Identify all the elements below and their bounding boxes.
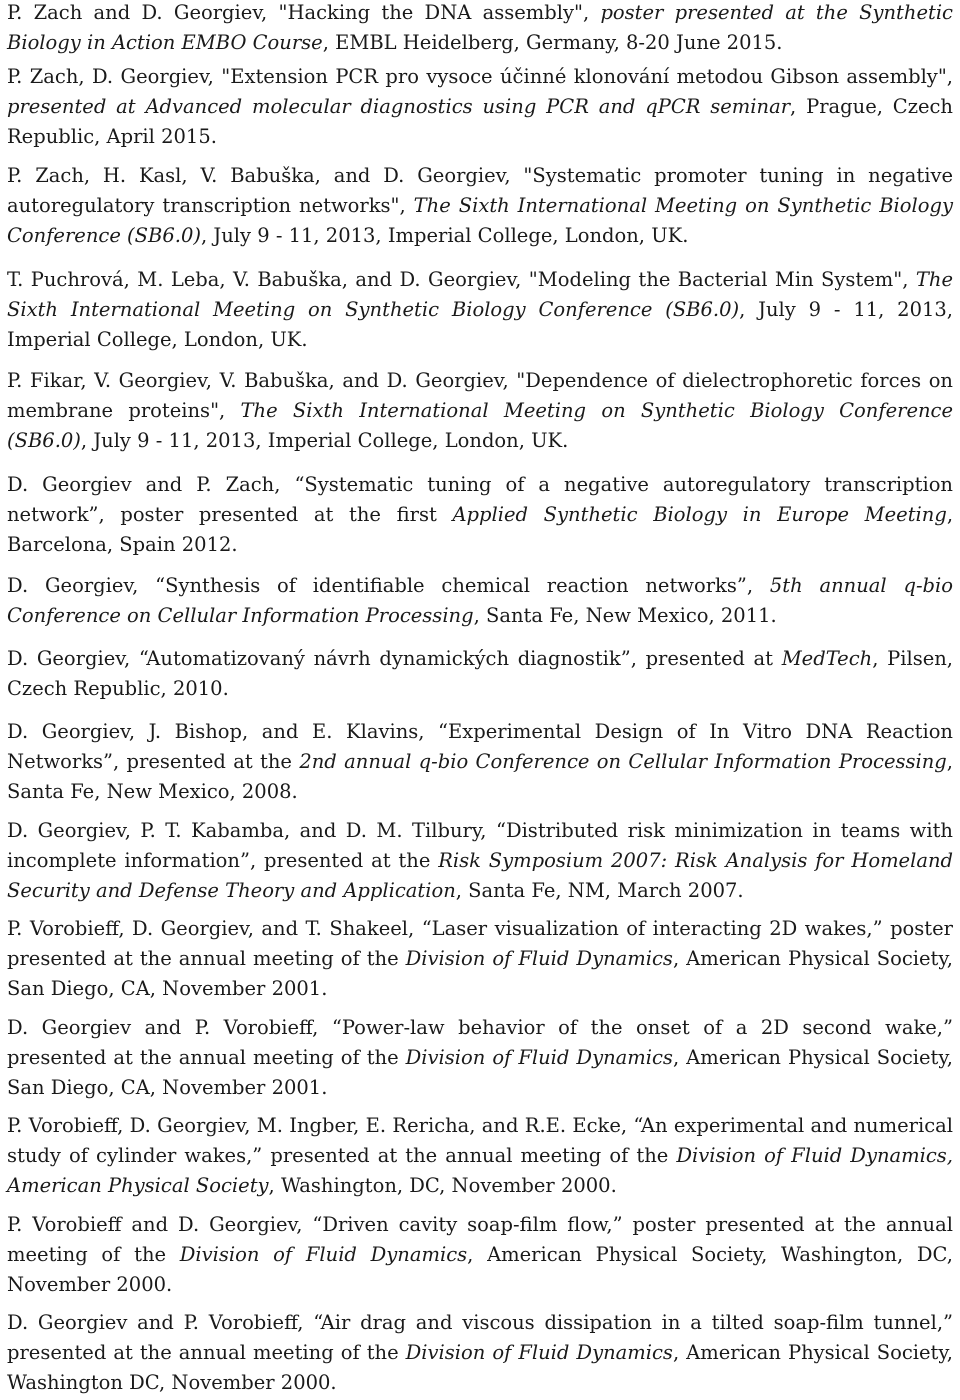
reference-authors: D. Georgiev and P. Vorobieff, [7, 1016, 332, 1039]
reference-authors: P. Vorobieff, D. Georgiev, M. Ingber, E. Rericha, and R.E. Ecke, [7, 1114, 634, 1137]
reference-venue: Risk Symposium 2007: Risk Analysis for Homeland Security and Defense Theory and Application [7, 849, 954, 902]
reference-title: “Automatizovaný návrh dynamických diagnostik”, presented at [138, 647, 782, 670]
reference-entry [7, 1308, 953, 1398]
reference-details: , American Physical Society, San Diego, CA, November 2001. [7, 947, 953, 1000]
reference-authors: P. Zach, D. Georgiev, [7, 65, 222, 88]
reference-title: “Air drag and viscous dissipation in a tilted soap-film tunnel,” presented at the annual meeting of the [7, 1311, 953, 1364]
reference-authors: D. Georgiev and P. Zach, [7, 473, 295, 496]
reference-venue: Division of Fluid Dynamics [405, 1341, 673, 1364]
reference-entry [7, 717, 953, 807]
reference-authors: P. Zach and D. Georgiev, [7, 1, 279, 24]
reference-entry [7, 1210, 953, 1300]
reference-entry [7, 366, 953, 456]
reference-entry [7, 62, 953, 152]
reference-details: , July 9 - 11, 2013, Imperial College, London, UK. [80, 429, 569, 452]
reference-venue: MedTech [781, 647, 873, 670]
reference-title: "Dependence of dielectrophoretic forces on membrane proteins", [7, 369, 953, 422]
reference-details: , Prague, Czech Republic, April 2015. [7, 95, 953, 148]
reference-title: “Systematic tuning of a negative autoregulatory transcription network”, poster presented at the first [7, 473, 953, 526]
reference-authors: D. Georgiev, J. Bishop, and E. Klavins, [7, 720, 439, 743]
reference-authors: P. Vorobieff, D. Georgiev, and T. Shakeel, [7, 917, 422, 940]
reference-entry [7, 1013, 953, 1103]
reference-venue: Division of Fluid Dynamics [179, 1243, 468, 1266]
reference-title: "Hacking the DNA assembly", [278, 1, 601, 24]
reference-authors: P. Zach, H. Kasl, V. Babuška, and D. Georgiev, [7, 164, 524, 187]
reference-venue: 2nd annual q-bio Conference on Cellular Information Processing [299, 750, 947, 773]
reference-venue: Division of Fluid Dynamics, American Physical Society [7, 1144, 953, 1197]
reference-entry [7, 470, 953, 560]
reference-venue: The Sixth International Meeting on Synthetic Biology Conference (SB6.0) [7, 399, 953, 452]
reference-authors: D. Georgiev, [7, 574, 156, 597]
reference-details: , Santa Fe, New Mexico, 2011. [473, 604, 777, 627]
reference-authors: P. Fikar, V. Georgiev, V. Babuška, and D. Georgiev, [7, 369, 517, 392]
reference-details: , Washington, DC, November 2000. [268, 1174, 617, 1197]
reference-title: “An experimental and numerical study of cylinder wakes,” presented at the annual meeting of the [7, 1114, 953, 1167]
reference-details: , EMBL Heidelberg, Germany, 8-20 June 2015. [322, 31, 783, 54]
reference-title: “Power-law behavior of the onset of a 2D second wake,” presented at the annual meeting of the [7, 1016, 953, 1069]
reference-details: , Pilsen, Czech Republic, 2010. [7, 647, 953, 700]
reference-authors: D. Georgiev and P. Vorobieff, [7, 1311, 314, 1334]
reference-details: , American Physical Society, San Diego, CA, November 2001. [7, 1046, 953, 1099]
reference-details: , Santa Fe, NM, March 2007. [455, 879, 744, 902]
reference-details: , July 9 - 11, 2013, Imperial College, London, UK. [7, 298, 954, 351]
reference-entry [7, 0, 953, 58]
reference-details: , July 9 - 11, 2013, Imperial College, London, UK. [200, 224, 689, 247]
reference-title: "Extension PCR pro vysoce účinné klonování metodou Gibson assembly", [221, 65, 953, 88]
reference-details: , American Physical Society, Washington, DC, November 2000. [7, 1243, 953, 1296]
reference-authors: T. Puchrová, M. Leba, V. Babuška, and D. Georgiev, [7, 268, 529, 291]
reference-title: “Driven cavity soap-film flow,” poster presented at the annual meeting of the [7, 1213, 953, 1266]
reference-venue: Division of Fluid Dynamics [405, 1046, 673, 1069]
reference-title: “Distributed risk minimization in teams with incomplete information”, presented at the [7, 819, 953, 872]
reference-venue: Applied Synthetic Biology in Europe Meeting [452, 503, 947, 526]
reference-entry [7, 161, 953, 251]
reference-title: “Laser visualization of interacting 2D wakes,” poster presented at the annual meeting of the [7, 917, 953, 970]
reference-authors: D. Georgiev, P. T. Kabamba, and D. M. Tilbury, [7, 819, 496, 842]
reference-details: , Barcelona, Spain 2012. [7, 503, 954, 556]
reference-entry [7, 644, 953, 704]
reference-details: , Santa Fe, New Mexico, 2008. [7, 750, 953, 803]
reference-venue: Division of Fluid Dynamics [405, 947, 673, 970]
reference-title: "Modeling the Bacterial Min System", [528, 268, 916, 291]
reference-venue: The Sixth International Meeting on Synthetic Biology Conference (SB6.0) [7, 194, 953, 247]
reference-title: “Synthesis of identifiable chemical reaction networks”, [155, 574, 770, 597]
reference-entry [7, 265, 953, 355]
reference-entry [7, 914, 953, 1004]
reference-title: “Experimental Design of In Vitro DNA Reaction Networks”, presented at the [7, 720, 953, 773]
reference-entry [7, 571, 953, 631]
reference-venue: 5th annual q-bio Conference on Cellular Information Processing [7, 574, 953, 627]
reference-details: , American Physical Society, Washington DC, November 2000. [7, 1341, 953, 1394]
reference-authors: P. Vorobieff and D. Georgiev, [7, 1213, 313, 1236]
reference-venue: poster presented at the Synthetic Biology in Action EMBO Course [7, 1, 953, 54]
reference-venue: The Sixth International Meeting on Synthetic Biology Conference (SB6.0) [7, 268, 953, 321]
reference-entry [7, 1111, 953, 1201]
reference-entry [7, 816, 953, 906]
reference-authors: D. Georgiev, [7, 647, 139, 670]
reference-title: "Systematic promoter tuning in negative autoregulatory transcription networks", [7, 164, 953, 217]
reference-venue: presented at Advanced molecular diagnostics using PCR and qPCR seminar [7, 95, 791, 118]
